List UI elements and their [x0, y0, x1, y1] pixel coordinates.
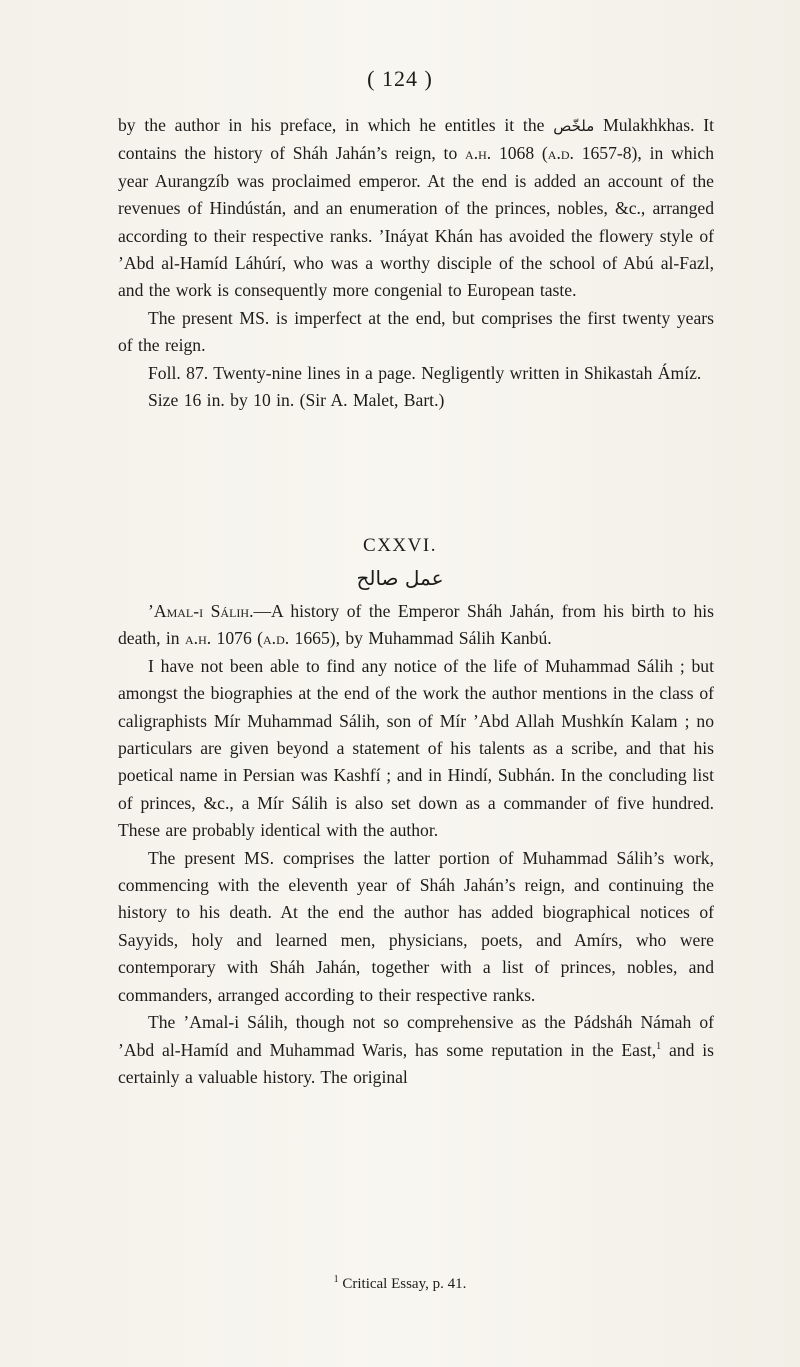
paragraph: ’Amal-i Sálih.—A history of the Emperor Sháh Jahán, from his birth to his death, in a.h. 1076 (a.d. 1665), by Muhammad Sálih Kanbú.: [118, 601, 714, 649]
paragraph: I have not been able to find any notice of the life of Muhammad Sálih ; but amongst the biographies at the end of the work the author mentions in the class of caligraphists Mír Muhammad Sálih, son of Mír ’Abd Allah Mushkín Kalam ; no particulars are given beyond a statement of his talents as a scribe, and that his poetical name in Persian was Kashfí ; and in Hindí, Subhán. In the concluding list of princes, &c., a Mír Sálih is also set down as a commander of five hundred. These are probably identical with the author.: [118, 655, 714, 841]
footnote-text: Critical Essay, p. 41.: [342, 1276, 467, 1292]
entry-text: [118, 598, 714, 1091]
paragraph: The present MS. is imperfect at the end, but comprises the first twenty years of the reign.: [118, 307, 714, 356]
arabic-title-inline: ملخّص: [553, 117, 595, 135]
footnote-marker: 1: [656, 1040, 662, 1052]
entry-title: ’Amal-i Sálih: [148, 601, 250, 621]
footnote-marker: 1: [333, 1274, 339, 1285]
paragraph: Size 16 in. by 10 in. (Sir A. Malet, Bart.): [148, 390, 445, 411]
continued-entry-text: [118, 112, 714, 414]
paragraph: by the author in his preface, in which he entitles it the ملخّص Mulakhkhas. It contains the history of Sháh Jahán’s reign, to a.h. 1068 (a.d. 1657-8), in which year Aurangzíb was proclaimed emperor. At the end is added an account of the revenues of Hindústán, and an enumeration of the princes, nobles, &c., arranged according to their respective ranks. ’Ináyat Khán has avoided the flowery style of ’Abd al-Hamíd Láhúrí, who was a worthy disciple of the school of Abú al-Fazl, and the work is consequently more congenial to European taste.: [118, 115, 715, 301]
footnote: [0, 1276, 800, 1293]
paragraph: Foll. 87. Twenty-nine lines in a page. Negligently written in Shikastah Ámíz.: [148, 362, 702, 383]
paragraph: The present MS. comprises the latter portion of Muhammad Sálih’s work, commencing with the eleventh year of Sháh Jahán’s reign, and continuing the history to his death. At the end the author has added biographical notices of Sayyids, holy and learned men, physicians, poets, and Amírs, who were contemporary with Sháh Jahán, together with a list of princes, nobles, and commanders, arranged according to their respective ranks.: [118, 847, 714, 1005]
paragraph: The ’Amal-i Sálih, though not so comprehensive as the Pádsháh Námah of ’Abd al-Hamíd and Muhammad Waris, has some reputation in the East,$^1$ and is certainly a valuable history. The original: [118, 1012, 714, 1087]
entry-number: CXXVI.: [363, 535, 437, 556]
entry-arabic-title: عمل صالح: [356, 566, 444, 590]
page-number: ( 124 ): [367, 66, 433, 91]
